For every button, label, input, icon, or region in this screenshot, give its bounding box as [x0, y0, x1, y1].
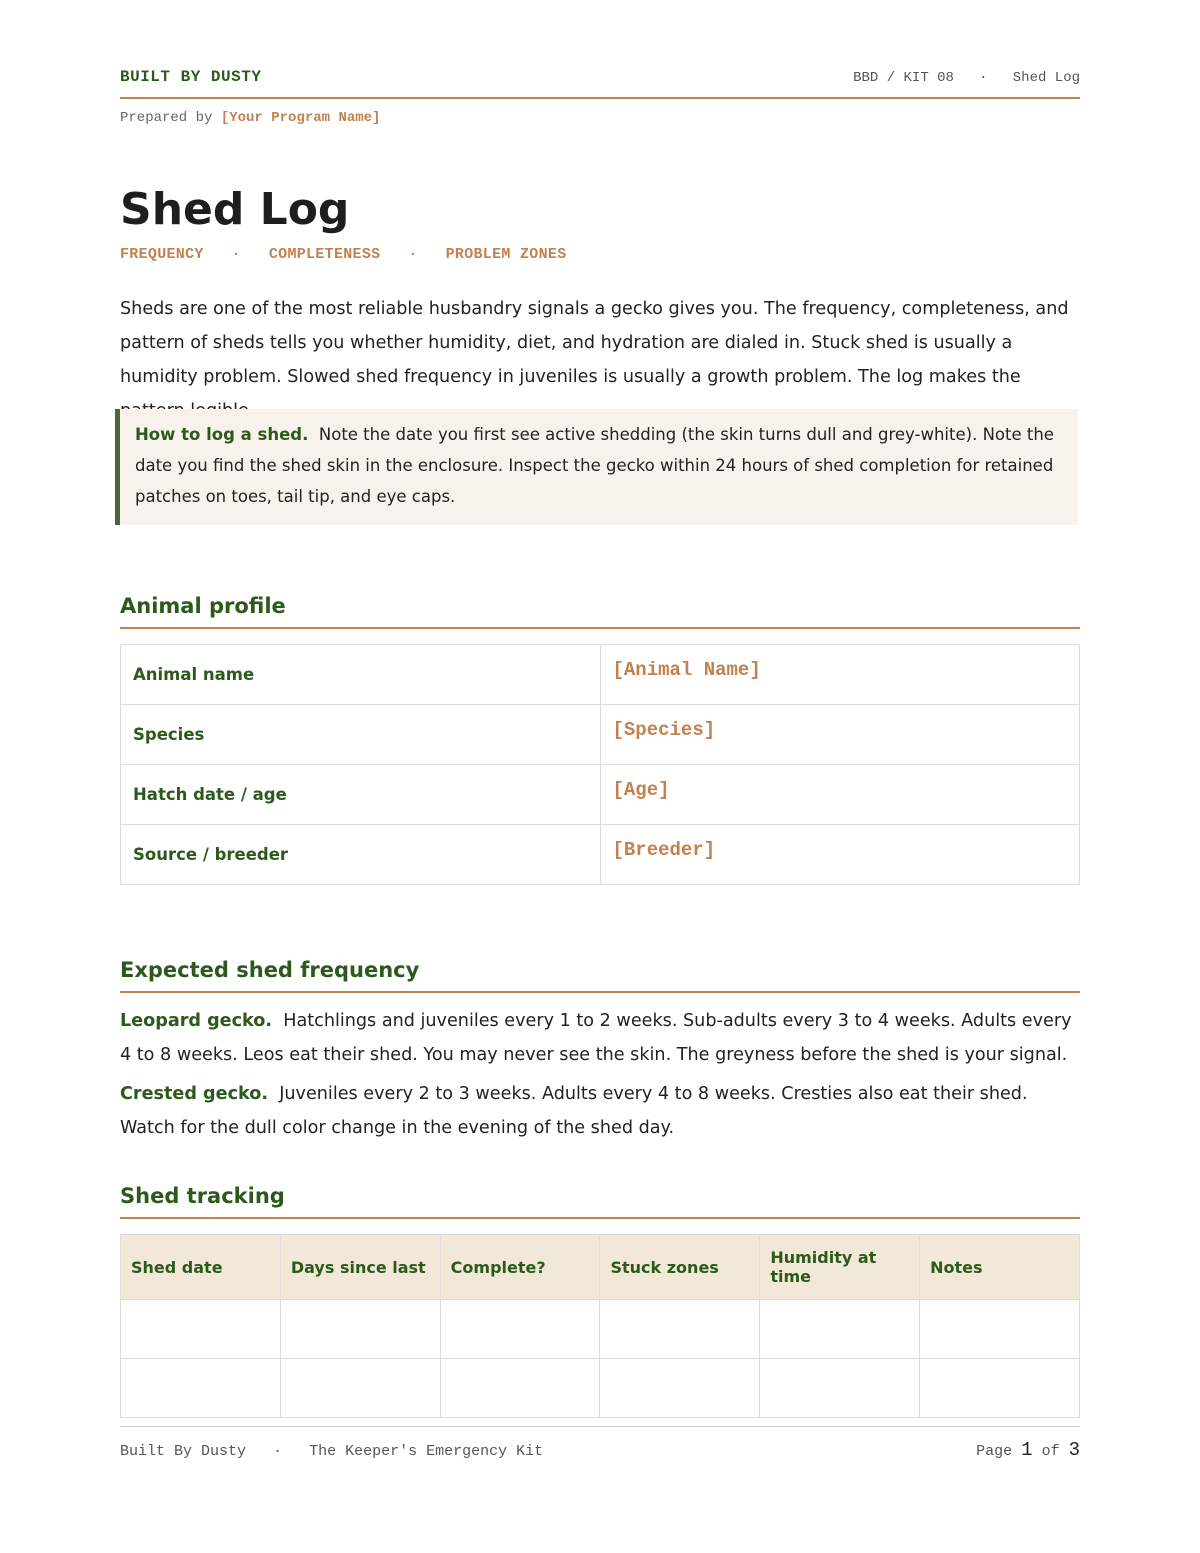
frequency-text: Hatchlings and juveniles every 1 to 2 weeks. Sub-adults every 3 to 4 weeks. Adults every 4 to 8 weeks. Leos eat their shed. You may never see the skin. The greyness before the shed is your signal. — [120, 1011, 1072, 1065]
section-rule — [120, 627, 1080, 629]
table-cell[interactable] — [280, 1300, 440, 1359]
frequency-lead: Crested gecko. — [120, 1084, 269, 1104]
footer-rule — [120, 1426, 1080, 1427]
section-rule — [120, 1217, 1080, 1219]
callout-text — [135, 419, 1064, 512]
subtitle-item: PROBLEM ZONES — [445, 246, 567, 263]
intro-paragraph: Sheds are one of the most reliable husbandry signals a gecko gives you. The frequency, completeness, and pattern of sheds tells you whether humidity, diet, and hydration are dialed in. Stuck shed is usually a humidity problem. Slowed shed frequency in juveniles is usually a growth problem. The log makes the — [120, 299, 1069, 387]
section-heading-expected-frequency: Expected shed frequency — [120, 958, 420, 982]
page-title: Shed Log — [120, 184, 350, 235]
page-indicator — [976, 1439, 1080, 1461]
subtitle-item: FREQUENCY — [120, 246, 204, 263]
footer-brand: Built By Dusty — [120, 1443, 247, 1460]
page-total: 3 — [1068, 1439, 1080, 1461]
frequency-text: Juveniles every 2 to 3 weeks. Adults every 4 to 8 weeks. Cresties also eat their shed. Watch for the dull color change in the evening of the shed day. — [120, 1084, 1028, 1138]
profile-label: Source / breeder — [121, 825, 601, 885]
page-current: 1 — [1021, 1439, 1033, 1461]
column-header-complete: Complete? — [440, 1235, 600, 1300]
table-cell[interactable] — [760, 1300, 920, 1359]
table-cell[interactable] — [600, 1300, 760, 1359]
how-to-callout — [115, 409, 1078, 525]
kit-code: BBD / KIT 08 — [853, 70, 954, 86]
section-heading-shed-tracking: Shed tracking — [120, 1184, 285, 1208]
callout-lead: How to log a shed. — [135, 425, 309, 444]
table-cell[interactable] — [600, 1359, 760, 1418]
prepared-by — [120, 110, 380, 126]
subtitle-separator: · — [408, 246, 418, 263]
table-row — [121, 1300, 1080, 1359]
table-row — [121, 765, 1080, 825]
footer-kit-name: The Keeper's Emergency Kit — [309, 1443, 544, 1460]
section-rule — [120, 991, 1080, 993]
table-cell[interactable] — [760, 1359, 920, 1418]
column-header-notes: Notes — [920, 1235, 1080, 1300]
section-heading-animal-profile: Animal profile — [120, 594, 286, 618]
table-cell[interactable] — [920, 1359, 1080, 1418]
subtitle-item: COMPLETENESS — [268, 246, 381, 263]
table-row — [121, 705, 1080, 765]
shed-tracking-table — [120, 1234, 1080, 1418]
table-cell[interactable] — [121, 1300, 281, 1359]
table-cell[interactable] — [121, 1359, 281, 1418]
table-cell[interactable] — [440, 1359, 600, 1418]
table-cell[interactable] — [280, 1359, 440, 1418]
frequency-leopard-gecko — [120, 1004, 1082, 1072]
table-cell[interactable] — [440, 1300, 600, 1359]
profile-label: Hatch date / age — [121, 765, 601, 825]
footer-separator: · — [273, 1443, 283, 1460]
page-label: Page — [976, 1443, 1013, 1460]
column-header-humidity: Humidity at time — [760, 1235, 920, 1300]
table-row — [121, 645, 1080, 705]
table-row — [121, 825, 1080, 885]
header-separator: · — [979, 70, 988, 86]
profile-value-breeder[interactable]: [Breeder] — [600, 825, 1080, 885]
subtitle-separator: · — [231, 246, 241, 263]
column-header-stuck-zones: Stuck zones — [600, 1235, 760, 1300]
profile-label: Species — [121, 705, 601, 765]
column-header-shed-date: Shed date — [121, 1235, 281, 1300]
table-cell[interactable] — [920, 1300, 1080, 1359]
subtitle — [120, 246, 567, 263]
header-doc-info — [853, 70, 1080, 86]
profile-value-age[interactable]: [Age] — [600, 765, 1080, 825]
running-header — [120, 68, 1080, 90]
brand-name: BUILT BY DUSTY — [120, 68, 262, 86]
table-header-row — [121, 1235, 1080, 1300]
footer-left — [120, 1443, 543, 1460]
program-name-placeholder: [Your Program Name] — [220, 110, 381, 126]
document-page — [120, 0, 1080, 1553]
frequency-lead: Leopard gecko. — [120, 1011, 273, 1031]
prepared-label: Prepared by — [120, 110, 213, 126]
column-header-days-since-last: Days since last — [280, 1235, 440, 1300]
frequency-crested-gecko — [120, 1077, 1082, 1145]
profile-value-animal-name[interactable]: [Animal Name] — [600, 645, 1080, 705]
header-doc-name: Shed Log — [1012, 70, 1080, 86]
profile-label: Animal name — [121, 645, 601, 705]
callout-body: Note the date you first see active shedding (the skin turns dull and grey-white). Note the date you find the shed skin in the enclosure. Inspect the gecko within 24 hours of shed completion for retained patches on toes, tail tip, and eye caps. — [135, 425, 1054, 506]
animal-profile-table — [120, 644, 1080, 885]
of-label: of — [1041, 1443, 1060, 1460]
table-row — [121, 1359, 1080, 1418]
header-rule — [120, 97, 1080, 99]
profile-value-species[interactable]: [Species] — [600, 705, 1080, 765]
